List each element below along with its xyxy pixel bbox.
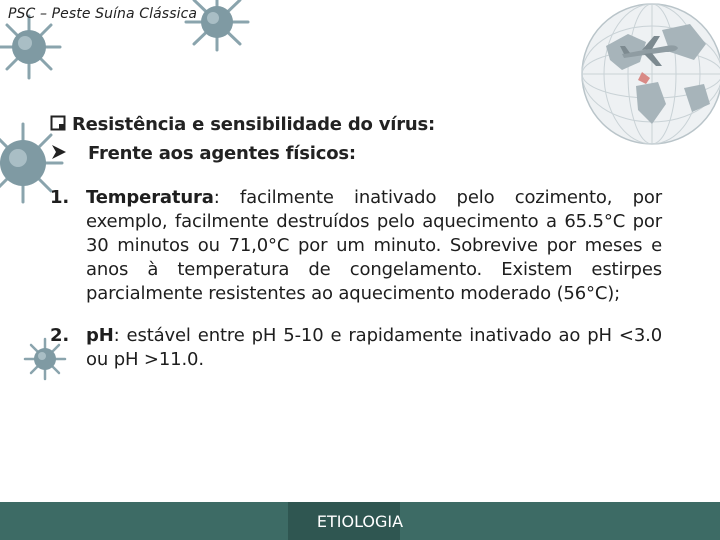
numbered-list [50,186,662,372]
slide-content [50,114,662,372]
virus-icon [0,12,64,82]
section-subheading-text: Frente aos agentes físicos: [88,143,356,164]
list-item-term: pH [86,325,114,346]
arrow-bullet-icon [50,143,88,164]
section-heading-text: Resistência e sensibilidade do vírus: [72,114,436,135]
footer-bar [0,502,720,540]
list-item-number: 2. [50,325,70,346]
section-subheading [50,143,662,164]
slide-header-title: PSC – Peste Suína Clássica [8,6,198,22]
list-item-term: Temperatura [86,187,214,208]
list-item-text: : facilmente inativado pelo cozimento, por exemplo, facilmente destruídos pelo aquecimento a 65.5°C por 30 minutos ou 71,0°C por um minuto. Sobrevive por meses e anos à temperatura de congelamento. Existem estirpes parcialmente resistentes ao aquecimento moderado (56°C); [86,187,662,304]
list-item-text: : estável entre pH 5-10 e rapidamente inativado ao pH <3.0 ou pH >11.0. [86,325,662,370]
airplane-icon [620,34,680,68]
checkbox-bullet-icon [50,114,72,135]
list-item [50,186,662,306]
list-item [50,324,662,372]
footer-label: ETIOLOGIA [316,512,404,531]
list-item-number: 1. [50,187,70,208]
section-heading [50,114,662,135]
